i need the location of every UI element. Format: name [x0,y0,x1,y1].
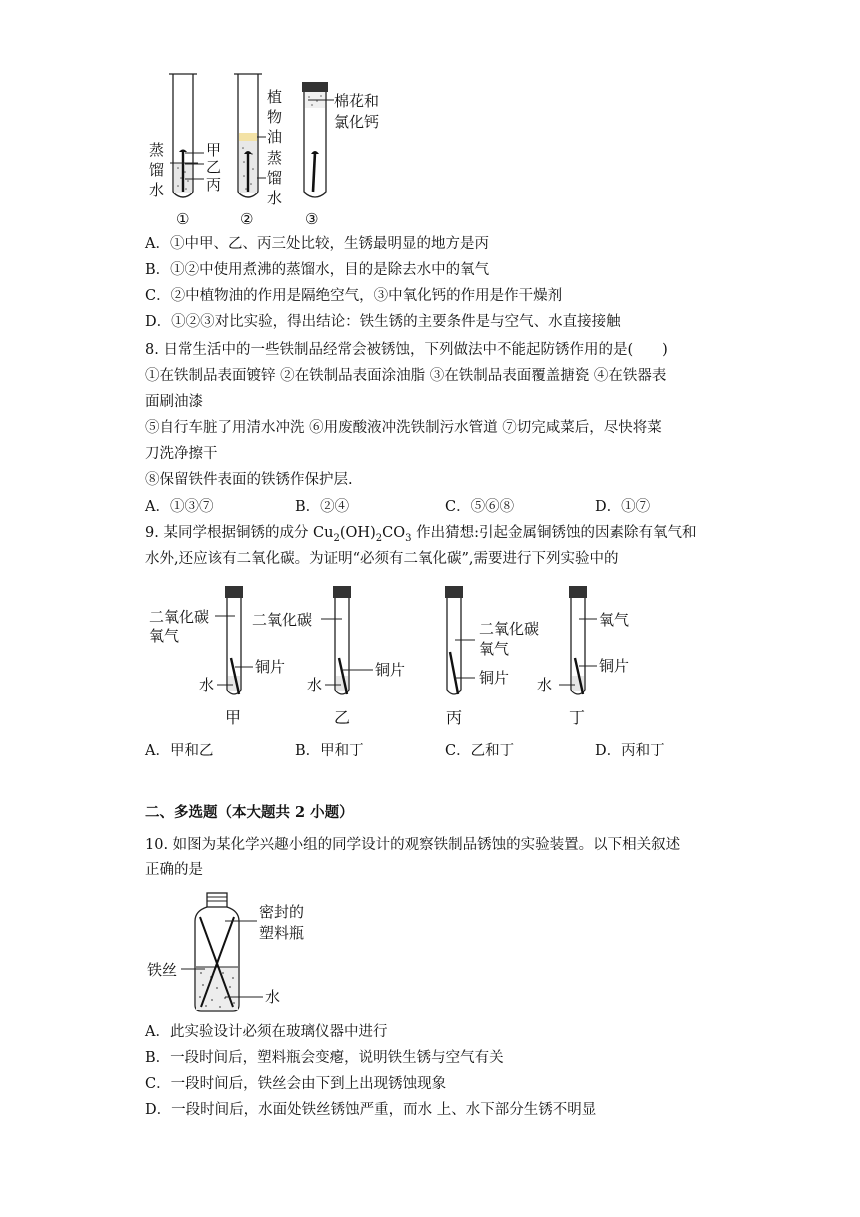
cotton-label-a: 棉花和 [334,92,380,110]
q8-line-4: ⑤自行车脏了用清水冲洗 ⑥用废酸液冲洗铁制污水管道 ⑦切完咸菜后，尽快将菜 [145,420,662,436]
q9-stem-part-a: 9. 某同学根据铜锈的成分 Cu [145,525,334,541]
tube-bing-name: 丙 [446,708,463,727]
water-label-2a: 蒸 [267,149,283,167]
q8-option-c: C．⑤⑥⑧ [445,499,515,515]
water-label-2c: 水 [267,189,283,207]
tube-jia [215,586,253,694]
q9-stem-sub-1: 2 [333,532,340,544]
tube-ding-cu-label: 铜片 [599,657,630,675]
q7-option-c: C．②中植物油的作用是隔绝空气，③中氧化钙的作用是作干燥剂 [145,288,563,304]
iron-wire-label: 铁丝 [147,961,178,979]
q7-option-a: A．①中甲、乙、丙三处比较，生锈最明显的地方是丙 [145,236,489,252]
tube-ding-name: 丁 [569,708,586,727]
point-bing: 丙 [206,176,222,194]
water-label-1a: 蒸 [149,141,165,159]
q9-stem-sub-2: 2 [375,532,383,544]
tube-3 [302,82,334,197]
q8-line-6: ⑧保留铁件表面的铁锈作保护层. [145,472,353,488]
oil-label-b: 物 [267,108,283,126]
water-label: 水 [265,988,281,1006]
q9-option-b: B．甲和丁 [295,743,364,759]
tube-yi-co2-label: 二氧化碳 [252,611,313,629]
tube-number-3: ③ [305,210,319,228]
q10-option-c: C．一段时间后，铁丝会由下到上出现锈蚀现象 [145,1076,447,1092]
tube-bing-o2-label: 氧气 [479,640,510,658]
q10-line-1: 10. 如图为某化学兴趣小组的同学设计的观察铁制品锈蚀的实验装置。以下相关叙述 [145,837,681,853]
tube-2 [234,74,266,197]
water-label-1c: 水 [149,181,165,199]
tube-1 [169,74,204,197]
q10-option-a: A．此实验设计必须在玻璃仪器中进行 [145,1024,388,1040]
q9-stem [145,523,696,549]
q9-stem-part-c: CO [382,525,406,541]
oil-label-c: 油 [267,128,283,146]
point-yi: 乙 [206,158,222,176]
q8-option-d: D．①⑦ [595,499,651,515]
q9-line-2: 水外,还应该有二氧化碳。为证明“必须有二氧化碳”,需要进行下列实验中的 [145,551,619,567]
tube-jia-o2-label: 氧气 [149,627,180,645]
tube-jia-water-label: 水 [199,676,215,694]
tube-jia-cu-label: 铜片 [255,658,286,676]
tube-ding-water-label: 水 [537,676,553,694]
plastic-bottle-figure [145,887,325,1017]
q8-option-b: B．②④ [295,499,350,515]
water-label-1b: 馏 [149,161,165,179]
q9-stem-part-b: (OH) [339,525,376,541]
test-tube-figure-2 [145,582,665,732]
tube-jia-co2-label: 二氧化碳 [149,608,210,626]
q8-option-a: A．①③⑦ [145,499,214,515]
q8-line-5: 刀洗净擦干 [145,446,218,462]
tube-yi [321,586,373,694]
tube-bing-co2-label: 二氧化碳 [479,620,540,638]
tube-yi-cu-label: 铜片 [375,661,406,679]
sealed-bottle-label-a: 密封的 [259,903,305,921]
oil-label-a: 植 [267,88,283,106]
q9-option-c: C．乙和丁 [445,743,515,759]
q8-line-3: 面刷油漆 [145,394,203,410]
tube-number-2: ② [240,210,254,228]
q8-stem: 8. 日常生活中的一些铁制品经常会被锈蚀，下列做法中不能起防锈作用的是( ) [145,342,668,358]
q10-line-2: 正确的是 [145,862,203,878]
cotton-label-b: 氯化钙 [334,113,380,131]
q10-option-b: B．一段时间后，塑料瓶会变瘪，说明铁生锈与空气有关 [145,1050,504,1066]
point-jia: 甲 [206,141,222,159]
q7-option-d: D．①②③对比实验，得出结论：铁生锈的主要条件是与空气、水直接接触 [145,314,621,330]
q9-stem-part-d: 作出猜想:引起金属铜锈蚀的因素除有氧气和 [411,525,697,541]
test-tube-figure-1 [140,68,400,230]
sealed-bottle [181,893,263,1011]
sealed-bottle-label-b: 塑料瓶 [259,924,305,942]
tube-jia-name: 甲 [225,708,242,727]
tube-yi-name: 乙 [334,708,351,727]
tube-ding-o2-label: 氧气 [599,611,630,629]
q7-option-b: B．①②中使用煮沸的蒸馏水，目的是除去水中的氧气 [145,262,490,278]
tube-ding [559,586,597,694]
q9-option-a: A．甲和乙 [145,743,214,759]
tube-bing [445,586,475,694]
q10-option-d: D．一段时间后，水面处铁丝锈蚀严重，而水 上、水下部分生锈不明显 [145,1102,597,1118]
q9-option-d: D．丙和丁 [595,743,665,759]
section-2-title: 二、多选题（本大题共 2 小题） [145,804,354,821]
q8-line-2: ①在铁制品表面镀锌 ②在铁制品表面涂油脂 ③在铁制品表面覆盖搪瓷 ④在铁器表 [145,368,667,384]
water-label-2b: 馏 [267,169,283,187]
tube-bing-cu-label: 铜片 [479,669,510,687]
tube-number-1: ① [176,210,190,228]
tube-yi-water-label: 水 [307,676,323,694]
q9-stem-sub-3: 3 [405,532,412,544]
